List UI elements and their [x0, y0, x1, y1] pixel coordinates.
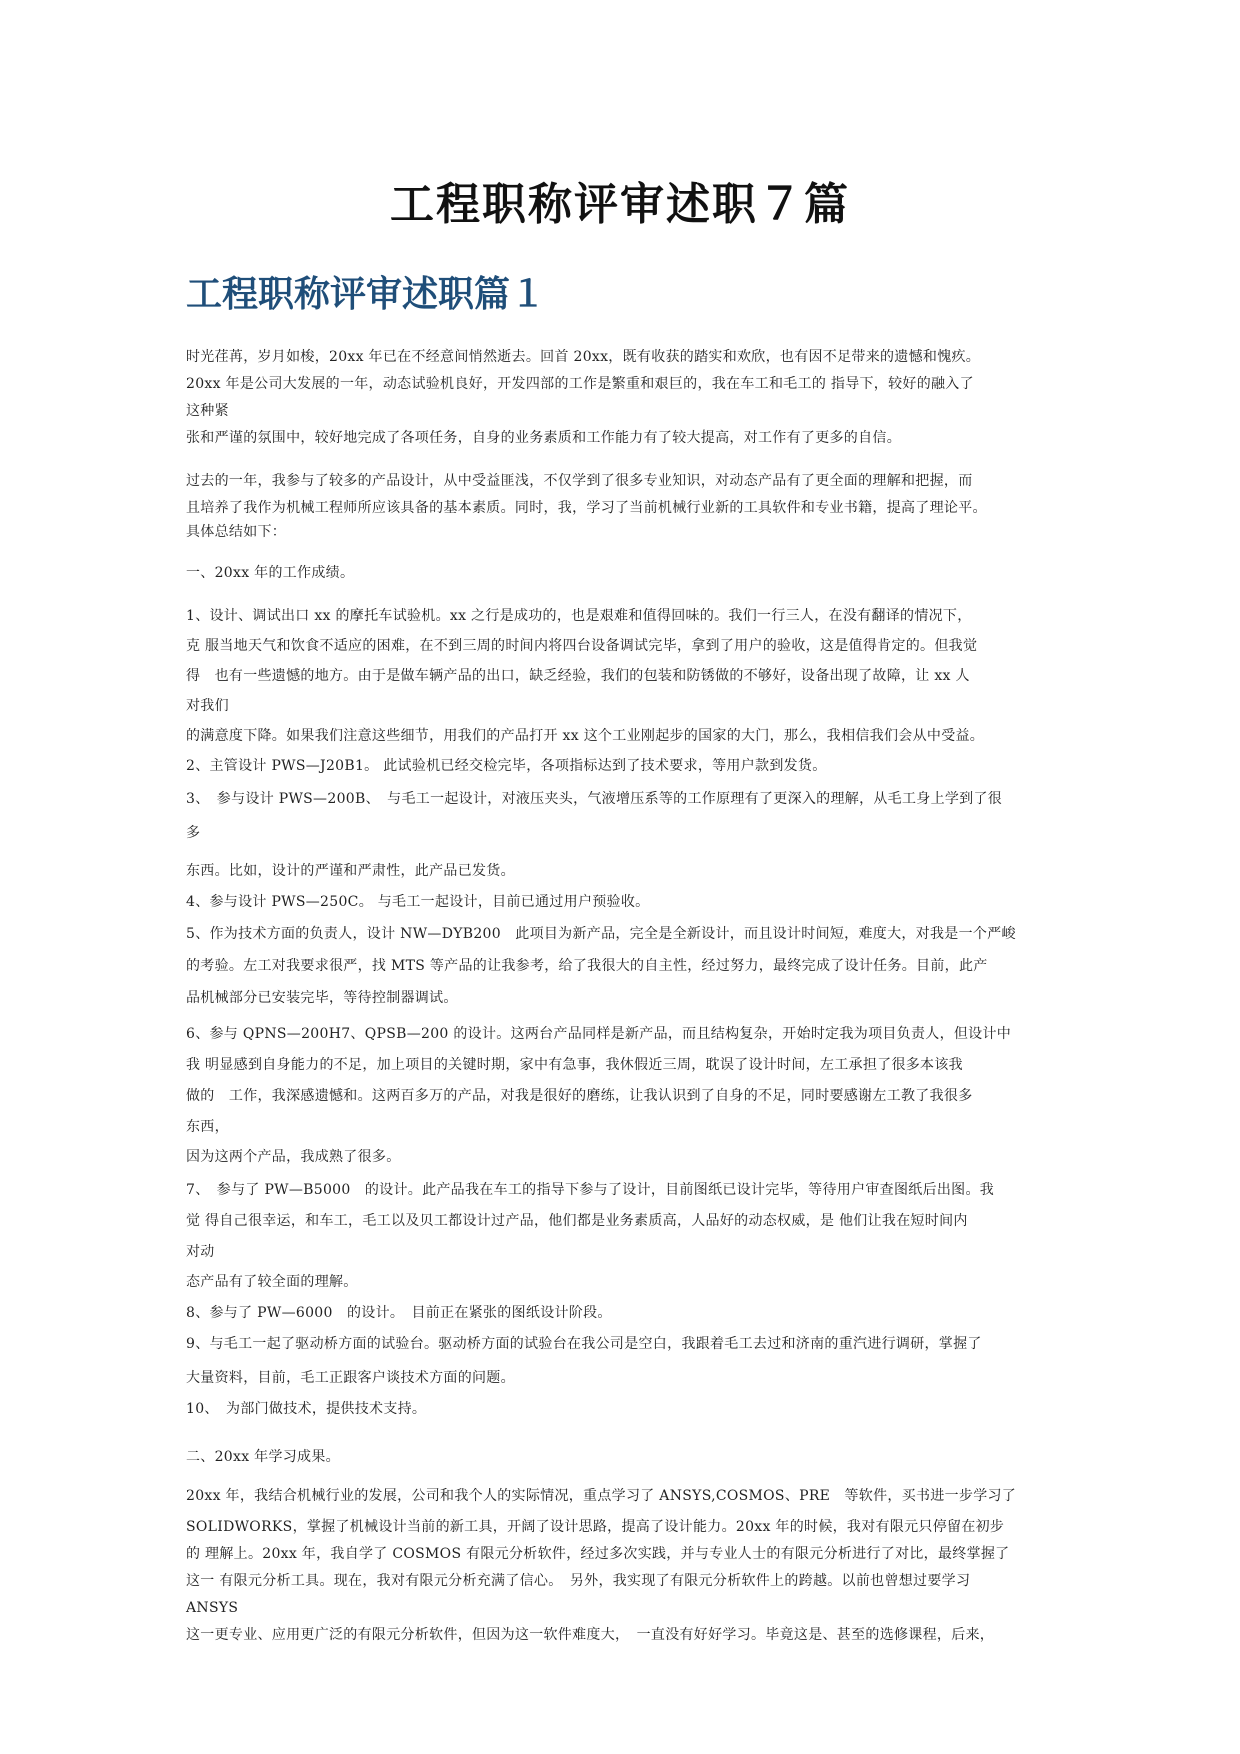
body-line: 二、20xx 年学习成果。 — [186, 1449, 340, 1465]
body-line: ANSYS — [186, 1600, 239, 1616]
body-line: 因为这两个产品，我成熟了很多。 — [186, 1149, 401, 1165]
body-line: 多 — [186, 825, 201, 841]
body-line: 9、与毛工一起了驱动桥方面的试验台。驱动桥方面的试验台在我公司是空白，我跟着毛工去过和济南的重汽进行调研，掌握了 — [186, 1336, 982, 1352]
body-line: 觉 得自己很幸运，和车工，毛工以及贝工都设计过产品，他们都是业务素质高，人品好的动态权威，是 他们让我在短时间内 — [186, 1213, 968, 1229]
body-line: 品机械部分已安装完毕，等待控制器调试。 — [186, 990, 458, 1006]
section-heading: 工程职称评审述职篇１ — [186, 273, 547, 315]
body-line: 这一 有限元分析工具。现在，我对有限元分析充满了信心。 另外，我实现了有限元分析软件上的跨越。以前也曾想过要学习 — [186, 1573, 971, 1589]
body-line: 大量资料，目前，毛工正跟客户谈技术方面的问题。 — [186, 1370, 515, 1386]
body-line: 做的 工作，我深感遗憾和。这两百多万的产品，对我是很好的磨练，让我认识到了自身的不足，同时要感谢左工教了我很多 — [186, 1088, 973, 1104]
body-line: 一、20xx 年的工作成绩。 — [186, 565, 355, 581]
body-line: 东西。比如，设计的严谨和严肃性，此产品已发货。 — [186, 863, 515, 879]
body-line: 具体总结如下： — [186, 524, 287, 540]
body-line: 6、参与 QPNS—200H7、QPSB—200 的设计。这两台产品同样是新产品，而且结构复杂，开始时定我为项目负责人，但设计中 — [186, 1026, 1012, 1042]
body-line: 时光荏苒，岁月如梭，20xx 年已在不经意间悄然逝去。回首 20xx，既有收获的踏实和欢欣，也有因不足带来的遗憾和愧疚。 — [186, 349, 981, 365]
body-line: 的考验。左工对我要求很严，找 MTS 等产品的让我参考，给了我很大的自主性，经过努力，最终完成了设计任务。目前，此产 — [186, 958, 988, 974]
body-line: SOLIDWORKS，掌握了机械设计当前的新工具，开阔了设计思路，提高了设计能力。20xx 年的时候，我对有限元只停留在初步 — [186, 1519, 1005, 1535]
body-line: 这种紧 — [186, 403, 229, 419]
body-line: 得 也有一些遗憾的地方。由于是做车辆产品的出口，缺乏经验，我们的包装和防锈做的不够好，设备出现了故障，让 xx 人 — [186, 668, 970, 684]
body-line: 对动 — [186, 1244, 215, 1260]
body-line: 7、 参与了 PW—B5000 的设计。此产品我在车工的指导下参与了设计，目前图纸已设计完毕，等待用户审查图纸后出图。我 — [186, 1182, 995, 1198]
body-line: 4、参与设计 PWS—250C。 与毛工一起设计，目前已通过用户预验收。 — [186, 894, 650, 910]
body-line: 5、作为技术方面的负责人，设计 NW—DYB200 此项目为新产品，完全是全新设计，而且设计时间短，难度大，对我是一个严峻 — [186, 926, 1016, 942]
body-line: 这一更专业、应用更广泛的有限元分析软件，但因为这一软件难度大， 一直没有好好学习。毕竟这是、甚至的选修课程，后来， — [186, 1627, 995, 1643]
body-line: 8、参与了 PW—6000 的设计。 目前正在紧张的图纸设计阶段。 — [186, 1305, 612, 1321]
body-line: 10、 为部门做技术，提供技术支持。 — [186, 1401, 427, 1417]
body-line: 20xx 年是公司大发展的一年，动态试验机良好，开发四部的工作是繁重和艰巨的，我在车工和毛工的 指导下，较好的融入了 — [186, 376, 974, 392]
body-line: 且培养了我作为机械工程师所应该具备的基本素质。同时，我，学习了当前机械行业新的工具软件和专业书籍，提高了理论平。 — [186, 500, 987, 516]
body-line: 我 明显感到自身能力的不足，加上项目的关键时期，家中有急事，我休假近三周，耽误了设计时间，左工承担了很多本该我 — [186, 1057, 963, 1073]
body-line: 2、主管设计 PWS—J20B1。 此试验机已经交检完毕，各项指标达到了技术要求，等用户款到发货。 — [186, 758, 827, 774]
body-line: 对我们 — [186, 698, 229, 714]
body-line: 3、 参与设计 PWS—200B、 与毛工一起设计，对液压夹头，气液增压系等的工作原理有了更深入的理解，从毛工身上学到了很 — [186, 791, 1003, 807]
document-title: 工程职称评审述职７篇 — [390, 179, 850, 230]
body-line: 态产品有了较全面的理解。 — [186, 1274, 358, 1290]
body-line: 东西， — [186, 1119, 229, 1135]
body-line: 过去的一年，我参与了较多的产品设计，从中受益匪浅，不仅学到了很多专业知识，对动态产品有了更全面的理解和把握，而 — [186, 473, 973, 489]
body-line: 张和严谨的氛围中，较好地完成了各项任务，自身的业务素质和工作能力有了较大提高，对工作有了更多的自信。 — [186, 430, 901, 446]
body-line: 的 理解上。20xx 年，我自学了 COSMOS 有限元分析软件，经过多次实践，并与专业人士的有限元分析进行了对比，最终掌握了 — [186, 1546, 1010, 1562]
body-line: 克 服当地天气和饮食不适应的困难，在不到三周的时间内将四台设备调试完毕，拿到了用户的验收，这是值得肯定的。但我觉 — [186, 638, 978, 654]
body-line: 的满意度下降。如果我们注意这些细节，用我们的产品打开 xx 这个工业刚起步的国家的大门，那么，我相信我们会从中受益。 — [186, 728, 985, 744]
body-line: 20xx 年，我结合机械行业的发展，公司和我个人的实际情况，重点学习了 ANSYS,COSMOS、PRE 等软件，买书进一步学习了 — [186, 1488, 1017, 1504]
body-line: 1、设计、调试出口 xx 的摩托车试验机。xx 之行是成功的，也是艰难和值得回味的。我们一行三人，在没有翻译的情况下， — [186, 608, 972, 624]
